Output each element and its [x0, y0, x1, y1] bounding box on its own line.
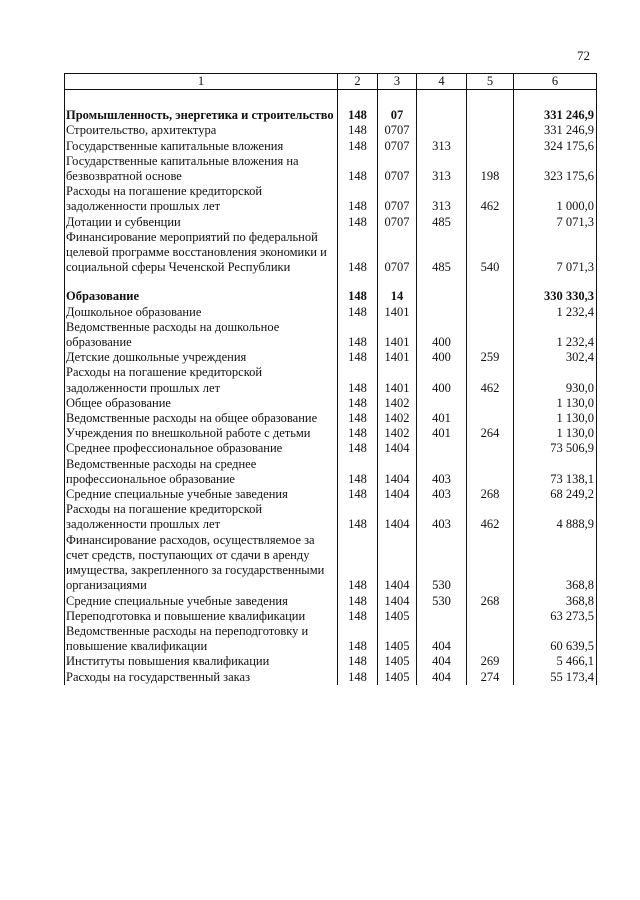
row-name: Финансирование мероприятий по федеральной целевой программе восстановления экономики и социальной сферы Чеченской Республики — [65, 230, 338, 276]
section-gap — [65, 90, 597, 109]
row-col-3: 0707 — [378, 123, 417, 138]
row-col-3: 1402 — [378, 426, 417, 441]
row-col-3: 1405 — [378, 654, 417, 669]
row-col-5: 268 — [467, 594, 514, 609]
row-amount: 331 246,9 — [514, 108, 597, 123]
row-col-4: 530 — [417, 533, 467, 594]
header-row — [65, 74, 597, 90]
row-col-2: 148 — [338, 426, 378, 441]
row-col-2: 148 — [338, 487, 378, 502]
table-row — [65, 624, 597, 654]
row-col-5 — [467, 108, 514, 123]
row-col-4: 400 — [417, 365, 467, 395]
column-header-2: 2 — [338, 74, 378, 90]
column-header-1: 1 — [65, 74, 338, 90]
row-name: Финансирование расходов, осуществляемое за счет средств, поступающих от сдачи в аренду имущества, закрепленного за государственными организациями — [65, 533, 338, 594]
row-col-2: 148 — [338, 411, 378, 426]
column-header-4: 4 — [417, 74, 467, 90]
row-col-3: 0707 — [378, 154, 417, 184]
row-name: Учреждения по внешкольной работе с детьми — [65, 426, 338, 441]
row-name: Детские дошкольные учреждения — [65, 350, 338, 365]
row-col-2: 148 — [338, 305, 378, 320]
row-col-3: 14 — [378, 289, 417, 304]
row-name: Строительство, архитектура — [65, 123, 338, 138]
row-amount: 60 639,5 — [514, 624, 597, 654]
row-col-4 — [417, 123, 467, 138]
table-body — [65, 90, 597, 685]
row-col-3: 07 — [378, 108, 417, 123]
row-name: Ведомственные расходы на переподготовку и повышение квалификации — [65, 624, 338, 654]
table-row — [65, 123, 597, 138]
row-name: Расходы на погашение кредиторской задолженности прошлых лет — [65, 184, 338, 214]
row-col-5 — [467, 305, 514, 320]
row-amount: 1 232,4 — [514, 305, 597, 320]
row-col-5 — [467, 411, 514, 426]
row-col-5: 462 — [467, 184, 514, 214]
table-row — [65, 426, 597, 441]
table-row — [65, 502, 597, 532]
row-name: Средние специальные учебные заведения — [65, 594, 338, 609]
empty-cell — [338, 275, 378, 289]
row-col-2: 148 — [338, 184, 378, 214]
row-col-3: 1402 — [378, 411, 417, 426]
row-amount: 302,4 — [514, 350, 597, 365]
row-col-3: 1401 — [378, 365, 417, 395]
section-header-row — [65, 289, 597, 304]
row-amount: 1 232,4 — [514, 320, 597, 350]
row-col-3: 1404 — [378, 594, 417, 609]
row-col-3: 0707 — [378, 139, 417, 154]
row-col-2: 148 — [338, 533, 378, 594]
row-col-3: 0707 — [378, 184, 417, 214]
column-header-5: 5 — [467, 74, 514, 90]
row-col-4: 403 — [417, 502, 467, 532]
table-row — [65, 365, 597, 395]
table-row — [65, 154, 597, 184]
empty-cell — [467, 90, 514, 109]
row-amount: 1 130,0 — [514, 396, 597, 411]
row-col-3: 1405 — [378, 670, 417, 685]
row-name: Переподготовка и повышение квалификации — [65, 609, 338, 624]
row-col-5: 462 — [467, 502, 514, 532]
row-col-5: 268 — [467, 487, 514, 502]
row-col-2: 148 — [338, 670, 378, 685]
row-col-5 — [467, 396, 514, 411]
empty-cell — [65, 275, 338, 289]
row-col-4: 313 — [417, 184, 467, 214]
empty-cell — [514, 90, 597, 109]
table-row — [65, 457, 597, 487]
row-col-5: 269 — [467, 654, 514, 669]
table-row — [65, 654, 597, 669]
table-row — [65, 305, 597, 320]
row-col-2: 148 — [338, 230, 378, 276]
row-col-2: 148 — [338, 594, 378, 609]
row-col-2: 148 — [338, 624, 378, 654]
row-col-2: 148 — [338, 350, 378, 365]
row-name: Среднее профессиональное образование — [65, 441, 338, 456]
row-col-2: 148 — [338, 457, 378, 487]
table-row — [65, 411, 597, 426]
row-col-3: 1401 — [378, 305, 417, 320]
row-name: Общее образование — [65, 396, 338, 411]
table-row — [65, 396, 597, 411]
row-col-2: 148 — [338, 654, 378, 669]
row-col-5: 198 — [467, 154, 514, 184]
row-amount: 331 246,9 — [514, 123, 597, 138]
row-amount: 4 888,9 — [514, 502, 597, 532]
row-col-5: 259 — [467, 350, 514, 365]
row-name: Расходы на погашение кредиторской задолженности прошлых лет — [65, 365, 338, 395]
row-col-2: 148 — [338, 154, 378, 184]
row-col-2: 148 — [338, 123, 378, 138]
row-col-4: 530 — [417, 594, 467, 609]
row-amount: 73 506,9 — [514, 441, 597, 456]
row-col-3: 1404 — [378, 502, 417, 532]
row-amount: 55 173,4 — [514, 670, 597, 685]
row-col-4: 400 — [417, 320, 467, 350]
row-col-4: 401 — [417, 426, 467, 441]
row-col-4 — [417, 108, 467, 123]
row-name: Образование — [65, 289, 338, 304]
row-col-3: 1404 — [378, 457, 417, 487]
table-row — [65, 320, 597, 350]
row-col-3: 1404 — [378, 533, 417, 594]
row-amount: 1 130,0 — [514, 426, 597, 441]
row-amount: 323 175,6 — [514, 154, 597, 184]
row-col-4: 485 — [417, 230, 467, 276]
table-row — [65, 670, 597, 685]
row-col-5 — [467, 215, 514, 230]
row-name: Ведомственные расходы на дошкольное образование — [65, 320, 338, 350]
row-amount: 368,8 — [514, 533, 597, 594]
table-row — [65, 487, 597, 502]
row-col-5: 462 — [467, 365, 514, 395]
table-row — [65, 533, 597, 594]
row-col-2: 148 — [338, 320, 378, 350]
row-col-3: 1402 — [378, 396, 417, 411]
row-col-4: 401 — [417, 411, 467, 426]
table-row — [65, 609, 597, 624]
row-col-5 — [467, 533, 514, 594]
row-col-4 — [417, 396, 467, 411]
row-amount: 930,0 — [514, 365, 597, 395]
row-col-5: 540 — [467, 230, 514, 276]
row-col-5 — [467, 320, 514, 350]
row-col-3: 1405 — [378, 624, 417, 654]
row-col-2: 148 — [338, 365, 378, 395]
row-amount: 5 466,1 — [514, 654, 597, 669]
table-row — [65, 350, 597, 365]
row-col-3: 1401 — [378, 350, 417, 365]
row-col-3: 1404 — [378, 487, 417, 502]
row-amount: 1 130,0 — [514, 411, 597, 426]
row-amount: 7 071,3 — [514, 215, 597, 230]
row-col-4: 403 — [417, 487, 467, 502]
row-amount: 368,8 — [514, 594, 597, 609]
row-col-3: 1401 — [378, 320, 417, 350]
row-col-2: 148 — [338, 215, 378, 230]
row-col-5 — [467, 123, 514, 138]
empty-cell — [417, 90, 467, 109]
row-col-5 — [467, 609, 514, 624]
row-amount: 330 330,3 — [514, 289, 597, 304]
row-name: Расходы на погашение кредиторской задолженности прошлых лет — [65, 502, 338, 532]
row-col-5 — [467, 441, 514, 456]
table-row — [65, 184, 597, 214]
budget-table — [64, 73, 597, 685]
row-name: Дотации и субвенции — [65, 215, 338, 230]
row-name: Ведомственные расходы на среднее профессиональное образование — [65, 457, 338, 487]
row-col-4 — [417, 289, 467, 304]
row-name: Ведомственные расходы на общее образование — [65, 411, 338, 426]
row-col-5 — [467, 457, 514, 487]
section-header-row — [65, 108, 597, 123]
row-name: Промышленность, энергетика и строительство — [65, 108, 338, 123]
row-amount: 73 138,1 — [514, 457, 597, 487]
empty-cell — [467, 275, 514, 289]
row-amount: 63 273,5 — [514, 609, 597, 624]
empty-cell — [338, 90, 378, 109]
row-col-5: 274 — [467, 670, 514, 685]
row-amount: 68 249,2 — [514, 487, 597, 502]
row-amount: 7 071,3 — [514, 230, 597, 276]
row-col-5: 264 — [467, 426, 514, 441]
row-amount: 324 175,6 — [514, 139, 597, 154]
row-col-4: 404 — [417, 670, 467, 685]
row-col-4: 313 — [417, 139, 467, 154]
row-col-4 — [417, 609, 467, 624]
row-col-3: 0707 — [378, 215, 417, 230]
row-col-4 — [417, 441, 467, 456]
row-col-2: 148 — [338, 396, 378, 411]
row-col-5 — [467, 289, 514, 304]
row-name: Институты повышения квалификации — [65, 654, 338, 669]
row-name: Расходы на государственный заказ — [65, 670, 338, 685]
row-col-2: 148 — [338, 289, 378, 304]
row-col-5 — [467, 624, 514, 654]
row-col-3: 1404 — [378, 441, 417, 456]
row-col-4 — [417, 305, 467, 320]
row-name: Средние специальные учебные заведения — [65, 487, 338, 502]
row-name: Государственные капитальные вложения — [65, 139, 338, 154]
row-col-4: 403 — [417, 457, 467, 487]
row-col-3: 0707 — [378, 230, 417, 276]
table-row — [65, 139, 597, 154]
row-name: Дошкольное образование — [65, 305, 338, 320]
table-row — [65, 594, 597, 609]
row-col-2: 148 — [338, 609, 378, 624]
page-number: 72 — [577, 48, 590, 63]
row-col-2: 148 — [338, 108, 378, 123]
row-col-4: 485 — [417, 215, 467, 230]
row-col-4: 404 — [417, 624, 467, 654]
row-amount: 1 000,0 — [514, 184, 597, 214]
row-col-4: 400 — [417, 350, 467, 365]
empty-cell — [65, 90, 338, 109]
empty-cell — [417, 275, 467, 289]
section-gap — [65, 275, 597, 289]
table-row — [65, 215, 597, 230]
row-col-5 — [467, 139, 514, 154]
empty-cell — [514, 275, 597, 289]
row-col-4: 313 — [417, 154, 467, 184]
row-col-2: 148 — [338, 441, 378, 456]
table-row — [65, 441, 597, 456]
column-header-6: 6 — [514, 74, 597, 90]
table-row — [65, 230, 597, 276]
column-header-3: 3 — [378, 74, 417, 90]
row-name: Государственные капитальные вложения на безвозвратной основе — [65, 154, 338, 184]
row-col-2: 148 — [338, 502, 378, 532]
empty-cell — [378, 275, 417, 289]
row-col-4: 404 — [417, 654, 467, 669]
row-col-2: 148 — [338, 139, 378, 154]
row-col-3: 1405 — [378, 609, 417, 624]
empty-cell — [378, 90, 417, 109]
